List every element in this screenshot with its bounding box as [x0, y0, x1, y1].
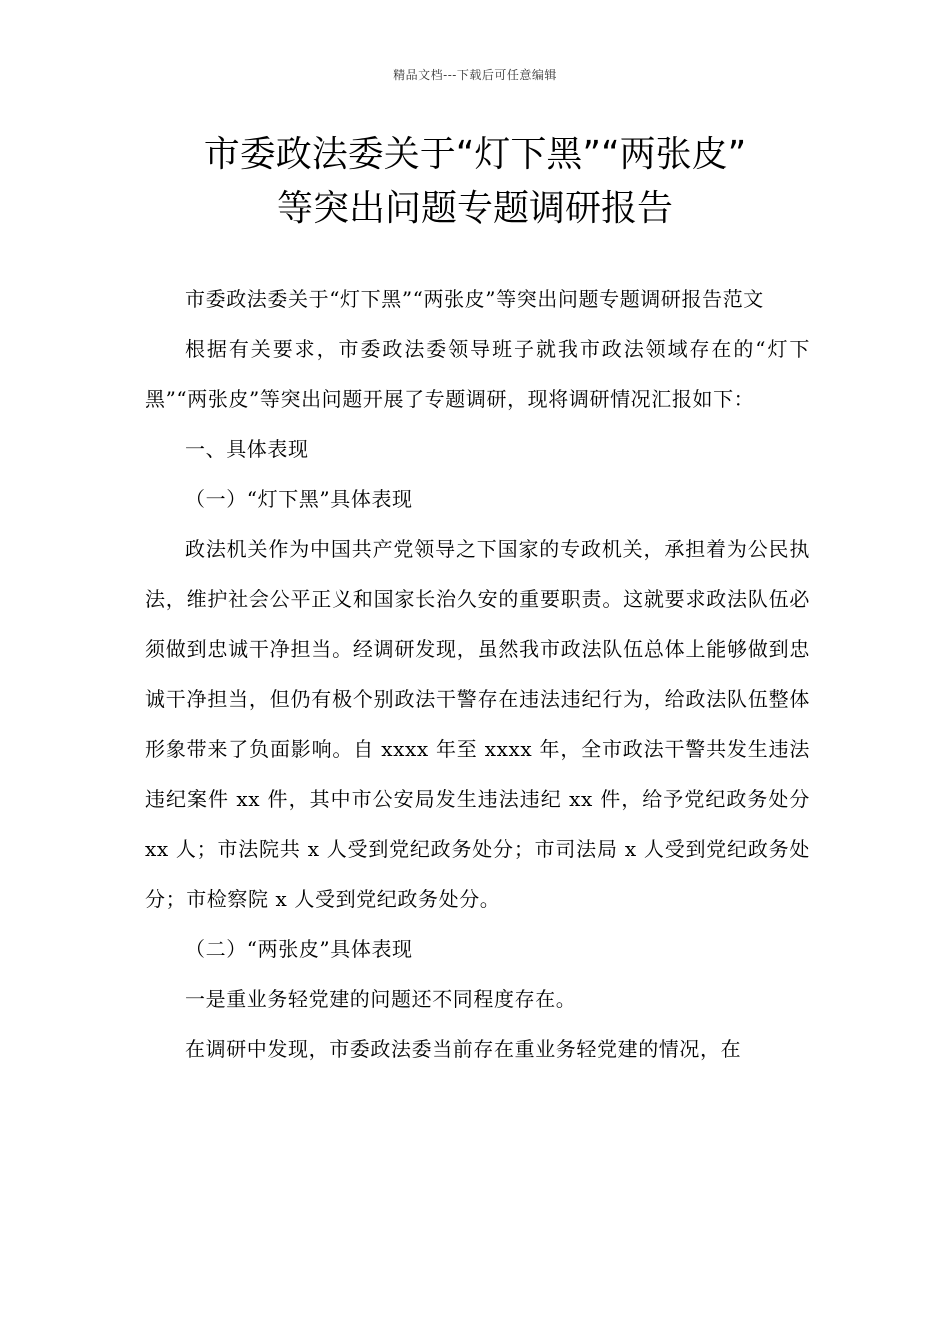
paragraph-point-1: 一是重业务轻党建的问题还不同程度存在。	[185, 987, 577, 1011]
paragraph-body-1: 政法机关作为中国共产党领导之下国家的专政机关，承担着为公民执法，维护社会公平正义和国家长治久安的重要职责。这就要求政法队伍必须做到忠诚干净担当。经调研发现，虽然我市政法队伍总体上能够做到忠诚干净担当，但仍有极个别政法干警存在违法违纪行为，给政法队伍整体形象带来了负面影响。自 xxxx 年至 xxxx 年，全市政法干警共发生违法违纪案件 xx 件，其中市公安局发生违法违纪 xx 件，给予党纪政务处分 xx 人；市法院共 x 人受到党纪政务处分；市司法局 x 人受到党纪政务处分；市检察院 x 人受到党纪政务处分。	[145, 537, 810, 911]
paragraph-subtitle: 市委政法委关于“灯下黑”“两张皮”等突出问题专题调研报告范文	[185, 287, 764, 311]
document-body	[145, 274, 810, 1074]
title-line-1: 市委政法委关于“灯下黑”“两张皮”	[203, 134, 747, 175]
paragraph-intro: 根据有关要求，市委政法委领导班子就我市政法领域存在的“灯下黑”“两张皮”等突出问题开展了专题调研，现将调研情况汇报如下：	[145, 337, 810, 411]
subsection-heading-2: （二）“两张皮”具体表现	[185, 937, 413, 961]
title-line-2: 等突出问题专题调研报告	[276, 188, 673, 229]
header-note: 精品文档---下载后可任意编辑	[393, 68, 557, 82]
section-heading-1: 一、具体表现	[185, 437, 309, 461]
paragraph-body-2: 在调研中发现，市委政法委当前存在重业务轻党建的情况，在	[185, 1037, 742, 1061]
subsection-heading-1: （一）“灯下黑”具体表现	[185, 487, 413, 511]
document-title	[100, 128, 850, 236]
